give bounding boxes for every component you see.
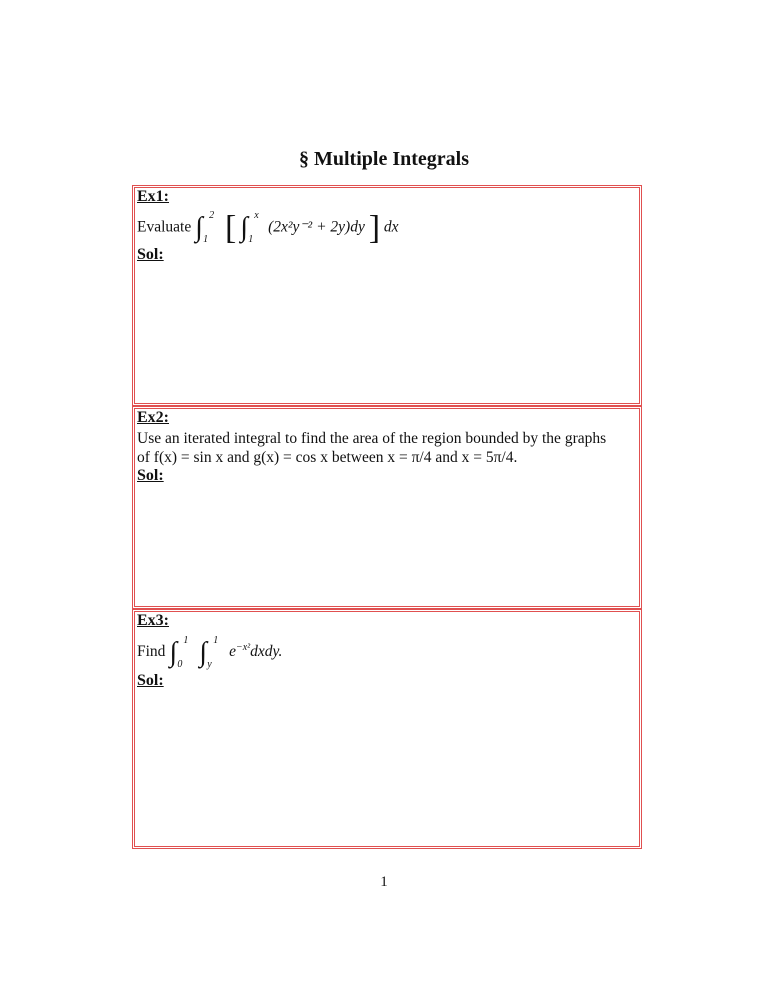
- outer-integral: ∫ 2 1: [195, 214, 221, 242]
- solution-label: Sol:: [137, 246, 164, 263]
- upper-limit: 2: [209, 210, 215, 221]
- inner-integral: ∫ 1 y: [199, 639, 225, 667]
- example-statement: Evaluate ∫ 2 1 [ ∫ x 1 (2x²y⁻² + 2y)dy ] dx: [137, 214, 637, 244]
- statement-line: Use an iterated integral to find the area of the region bounded by the graphs: [137, 430, 607, 447]
- upper-limit: x: [254, 210, 259, 221]
- example-label: Ex3:: [137, 612, 169, 629]
- lower-limit: 1: [248, 234, 254, 245]
- page-title: § Multiple Integrals: [299, 148, 469, 170]
- inner-integral: ∫ x 1: [240, 214, 264, 242]
- outer-integral: ∫ 1 0: [169, 639, 195, 667]
- prompt-word: Find: [137, 643, 166, 661]
- upper-limit: 1: [183, 634, 189, 646]
- upper-limit: 1: [213, 634, 219, 646]
- solution-label: Sol:: [137, 672, 164, 689]
- integrand: (2x²y⁻² + 2y)dy: [268, 218, 365, 236]
- differential: dx: [383, 218, 399, 236]
- example-box-2: [132, 406, 642, 609]
- prompt-word: Evaluate: [137, 218, 192, 236]
- page-number: 1: [380, 874, 388, 890]
- differential: dxdy.: [250, 643, 283, 661]
- example-box-3: [132, 609, 642, 849]
- example-statement: [137, 634, 637, 670]
- solution-label: Sol:: [137, 467, 164, 484]
- integrand: e: [229, 643, 236, 661]
- example-label: Ex2:: [137, 409, 169, 426]
- lower-limit: 0: [177, 658, 183, 670]
- example-box-1: [132, 185, 642, 406]
- statement-line: of f(x) = sin x and g(x) = cos x between x = π/4 and x = 5π/4.: [137, 449, 518, 466]
- exponent: −x²: [235, 642, 251, 653]
- lower-limit: y: [207, 658, 212, 670]
- lower-limit: 1: [203, 234, 209, 245]
- example-statement: [137, 429, 637, 467]
- example-label: Ex1:: [137, 188, 169, 205]
